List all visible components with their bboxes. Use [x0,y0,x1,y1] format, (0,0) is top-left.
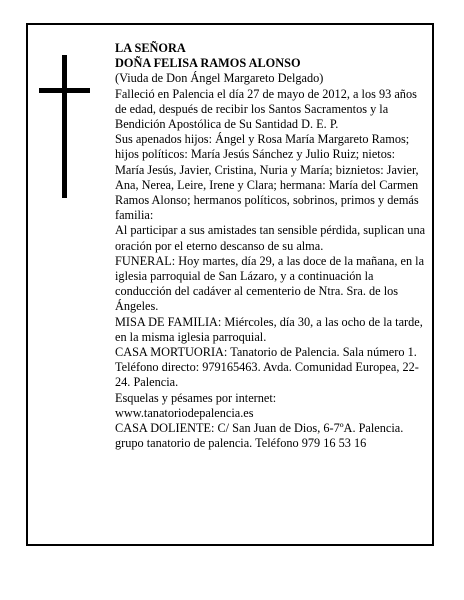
footer-text: grupo tanatorio de palencia. Teléfono 979 16 53 16 [115,436,367,451]
grieving-home-details: CASA DOLIENTE: C/ San Juan de Dios, 6-7ºA. Palencia. [115,421,404,436]
obituary-text [115,41,427,451]
mortuary-details: CASA MORTUORIA: Tanatorio de Palencia. Sala número 1. Teléfono directo: 979165463. Avda. Comunidad Europea, 22-24. Palencia. [115,345,419,390]
prayer-request: Al participar a sus amistades tan sensible pérdida, suplican una oración por el eterno descanso de su alma. [115,223,426,253]
family-list: Sus apenados hijos: Ángel y Rosa María Margareto Ramos; hijos políticos: María Jesús Sánchez y Julio Ruiz; nietos: María Jesús, Javier, Cristina, Nuria y María; biznietos: Javier, Ana, Nerea, Leire, Irene y Clara; hermana: María del Carmen Ramos Alonso; hermanos políticos, sobrinos, primos y demás familia: [115,132,419,223]
cross-vertical-bar [62,55,67,198]
family-mass-details: MISA DE FAMILIA: Miércoles, día 30, a las ocho de la tarde, en la misma iglesia parroquial. [115,314,423,344]
obituary-notice [26,23,434,546]
notice-title: LA SEÑORA [115,41,186,55]
deceased-name: DOÑA FELISA RAMOS ALONSO [115,56,301,71]
cross-horizontal-bar [39,88,90,93]
website-link: www.tanatoriodepalencia.es [115,405,254,420]
widow-note: (Viuda de Don Ángel Margareto Delgado) [115,71,324,86]
condolences-label: Esquelas y pésames por internet: [115,390,277,405]
latin-cross-icon [39,55,90,198]
death-announcement: Falleció en Palencia el día 27 de mayo de 2012, a los 93 años de edad, después de recibir los Santos Sacramentos y la Bendición Apostólica de Su Santidad D. E. P. [115,86,417,132]
funeral-details: FUNERAL: Hoy martes, día 29, a las doce de la mañana, en la iglesia parroquial de San Lázaro, y a continuación la conducción del cadáver al cementerio de Ntra. Sra. de los Ángeles. [115,253,425,314]
